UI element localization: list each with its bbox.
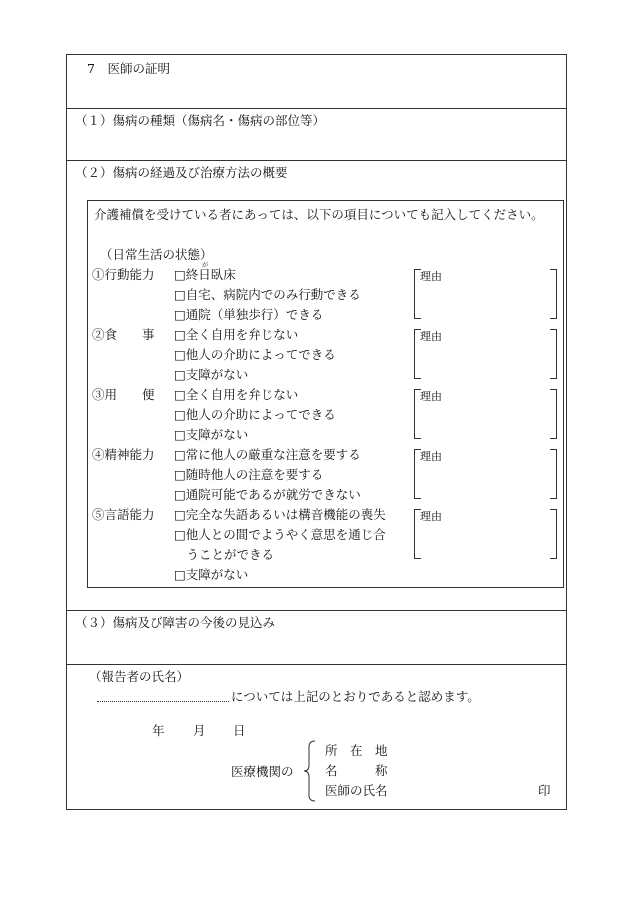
option-item[interactable]: □通院（単独歩行）できる bbox=[174, 307, 324, 322]
divider bbox=[67, 664, 566, 665]
date-month: 月 bbox=[193, 723, 206, 738]
option-item[interactable]: □自宅、病院内でのみ行動できる bbox=[174, 287, 361, 302]
left-brace-icon bbox=[303, 739, 319, 803]
option-item: うことができる bbox=[174, 547, 275, 562]
option-item[interactable]: □支障がない bbox=[174, 367, 249, 382]
certificate-frame bbox=[66, 54, 567, 810]
option-item[interactable]: □他人との間でようやく意思を通じ合 bbox=[174, 527, 386, 542]
category-label: ④精神能力 bbox=[92, 447, 155, 462]
reason-bracket-right bbox=[550, 449, 557, 499]
category-label: ②食 事 bbox=[92, 327, 155, 342]
seal-mark: 印 bbox=[538, 783, 551, 798]
option-item[interactable]: □常に他人の厳重な注意を要する bbox=[174, 447, 361, 462]
option-item[interactable]: □支障がない bbox=[174, 427, 249, 442]
date-day: 日 bbox=[233, 723, 246, 738]
reason-bracket-right bbox=[550, 509, 557, 559]
divider bbox=[67, 108, 566, 109]
option-item[interactable]: □通院可能であるが就労できない bbox=[174, 487, 361, 502]
daily-heading: （日常生活の状態） bbox=[100, 247, 213, 262]
reason-bracket-right bbox=[550, 389, 557, 439]
reason-bracket-right bbox=[550, 329, 557, 379]
institution-name: 名 称 bbox=[325, 763, 388, 778]
reporter-statement: については上記のとおりであると認めます。 bbox=[231, 689, 480, 704]
reporter-name-line[interactable] bbox=[97, 701, 229, 702]
category-label: ③用 便 bbox=[92, 387, 155, 402]
option-item[interactable]: □完全な失語あるいは構音機能の喪失 bbox=[174, 507, 386, 522]
option-item[interactable]: □終日臥床 bbox=[174, 267, 236, 282]
care-status-box bbox=[87, 200, 564, 588]
ruby-ga: が bbox=[202, 262, 209, 269]
reason-label: 理由 bbox=[420, 450, 442, 463]
reason-label: 理由 bbox=[420, 390, 442, 403]
option-item[interactable]: □全く自用を弁じない bbox=[174, 327, 299, 342]
item3-label: （３）傷病及び障害の今後の見込み bbox=[75, 615, 276, 630]
section-title: 7 医師の証明 bbox=[87, 61, 170, 76]
option-item[interactable]: □支障がない bbox=[174, 567, 249, 582]
category-label: ①行動能力 bbox=[92, 267, 155, 282]
reason-label: 理由 bbox=[420, 330, 442, 343]
divider bbox=[67, 160, 566, 161]
item1-label: （１）傷病の種類（傷病名・傷病の部位等） bbox=[75, 113, 326, 128]
category-label: ⑤言語能力 bbox=[92, 507, 155, 522]
reason-bracket-right bbox=[550, 269, 557, 319]
doctor-name-label: 医師の氏名 bbox=[325, 783, 388, 798]
option-item[interactable]: □他人の介助によってできる bbox=[174, 347, 336, 362]
date-year: 年 bbox=[152, 723, 165, 738]
reason-label: 理由 bbox=[420, 510, 442, 523]
care-note: 介護補償を受けている者にあっては、以下の項目についても記入してください。 bbox=[94, 207, 544, 222]
option-item[interactable]: □全く自用を弁じない bbox=[174, 387, 299, 402]
institution-label: 医療機関の bbox=[231, 764, 294, 779]
option-item[interactable]: □他人の介助によってできる bbox=[174, 407, 336, 422]
item2-label: （２）傷病の経過及び治療方法の概要 bbox=[75, 165, 288, 180]
reason-label: 理由 bbox=[420, 270, 442, 283]
reporter-heading: （報告者の氏名） bbox=[89, 669, 190, 684]
institution-address: 所 在 地 bbox=[325, 743, 388, 758]
divider bbox=[67, 610, 566, 611]
option-item[interactable]: □随時他人の注意を要する bbox=[174, 467, 324, 482]
